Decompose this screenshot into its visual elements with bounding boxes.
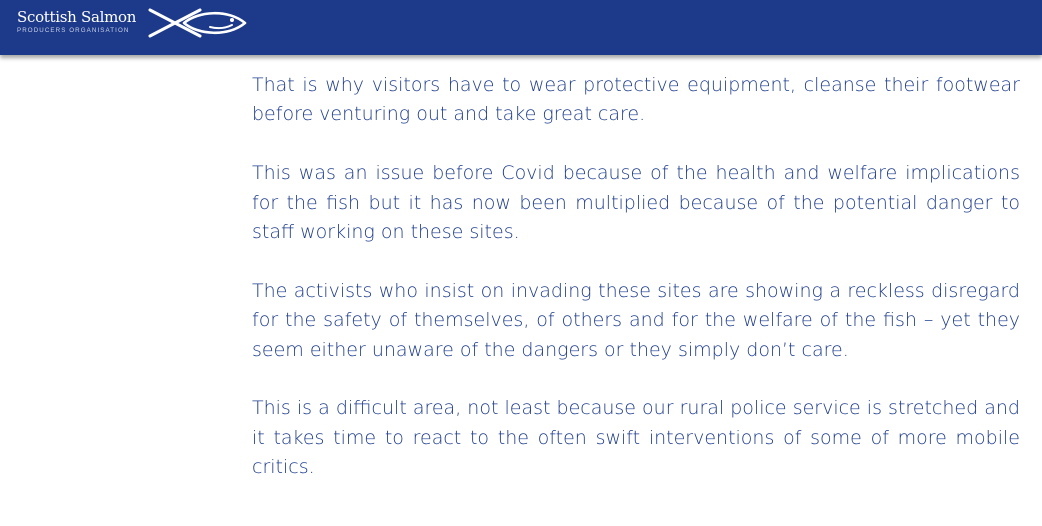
paragraph-3: The activists who insist on invading these sites are showing a reckless disregard for the safety of themselves, of others and for the welfare of the fish – yet they seem either unaware of the dangers or they simply don’t care. <box>252 279 1020 361</box>
logo-subtitle: PRODUCERS ORGANISATION <box>17 27 130 34</box>
paragraph-1: That is why visitors have to wear protective equipment, cleanse their footwear before venturing out and take great care. <box>252 74 1020 126</box>
article-body <box>252 71 1020 512</box>
logo-title: Scottish Salmon <box>17 8 137 26</box>
paragraph-2: This was an issue before Covid because of the health and welfare implications for the fish but it has now been multiplied because of the potential danger to staff working on these sites. <box>252 162 1020 244</box>
site-header <box>0 0 1042 55</box>
fish-icon <box>148 8 248 38</box>
logo-text <box>17 8 136 35</box>
paragraph-4: This is a difficult area, not least because our rural police service is stretched and it takes time to react to the often swift interventions of some of more mobile critics. <box>252 397 1020 479</box>
logo[interactable] <box>17 8 248 38</box>
